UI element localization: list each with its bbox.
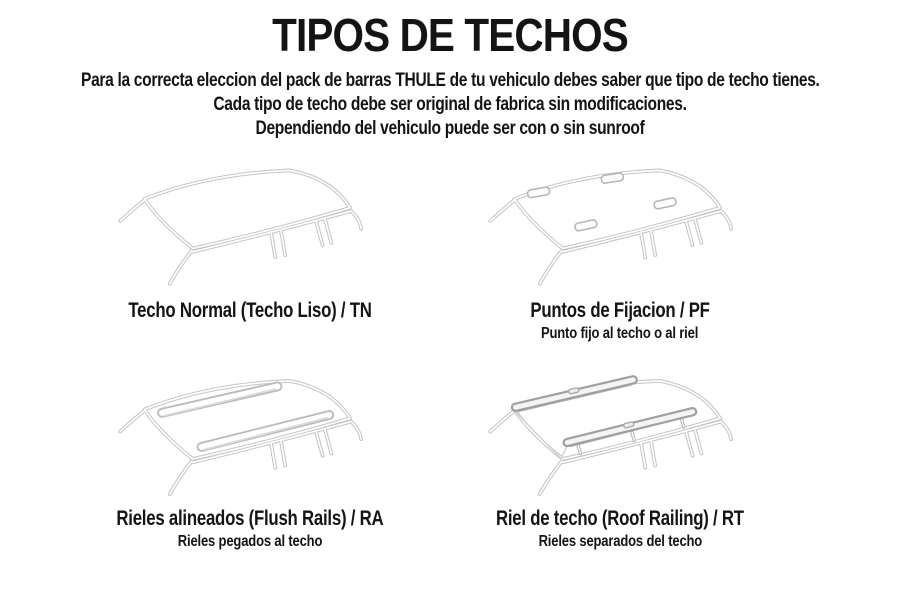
page-title: TIPOS DE TECHOS — [272, 9, 628, 61]
roof-fixation-points-illustration — [455, 155, 785, 298]
roof-type-title: Rieles alineados (Flush Rails) / RA — [116, 506, 384, 530]
roof-type-section-pf — [440, 155, 800, 343]
raised-rail — [516, 379, 634, 410]
fixation-point — [574, 219, 597, 231]
roof-type-section-ra — [70, 363, 430, 551]
roof-type-section-tn — [70, 155, 430, 343]
roof-normal-artwork — [85, 155, 415, 300]
roof-type-section-rt — [440, 363, 800, 551]
intro-line-1: Para la correcta eleccion del pack de barras THULE de tu vehiculo debes saber que tipo de techo tienes. — [81, 69, 820, 91]
roof-raised-railing-artwork — [455, 363, 785, 508]
tipos-de-techos-infographic — [0, 10, 900, 600]
roof-type-title: Techo Normal (Techo Liso) / TN — [128, 298, 372, 322]
roof-flush-rails-artwork — [85, 363, 415, 508]
roof-type-title: Puntos de Fijacion / PF — [530, 298, 710, 322]
intro-line-3: Dependiendo del vehiculo puede ser con o sin sunroof — [255, 117, 645, 139]
fixation-point — [527, 186, 550, 197]
fixation-point — [654, 197, 677, 209]
flush-rail — [162, 386, 278, 415]
intro-line-2: Cada tipo de techo debe ser original de fabrica sin modificaciones. — [213, 93, 687, 115]
roof-type-title: Riel de techo (Roof Railing) / RT — [496, 506, 744, 530]
roof-fixation-points-artwork — [455, 155, 785, 300]
roof-types-grid — [0, 155, 900, 551]
roof-normal-illustration — [85, 155, 415, 298]
roof-type-subtitle: Rieles pegados al techo — [177, 532, 323, 550]
intro-paragraph — [0, 69, 900, 141]
roof-raised-railing-illustration — [455, 363, 785, 511]
roof-type-subtitle: Rieles separados del techo — [538, 532, 702, 550]
roof-type-subtitle: Punto fijo al techo o al riel — [541, 324, 699, 342]
roof-flush-rails-illustration — [85, 363, 415, 511]
